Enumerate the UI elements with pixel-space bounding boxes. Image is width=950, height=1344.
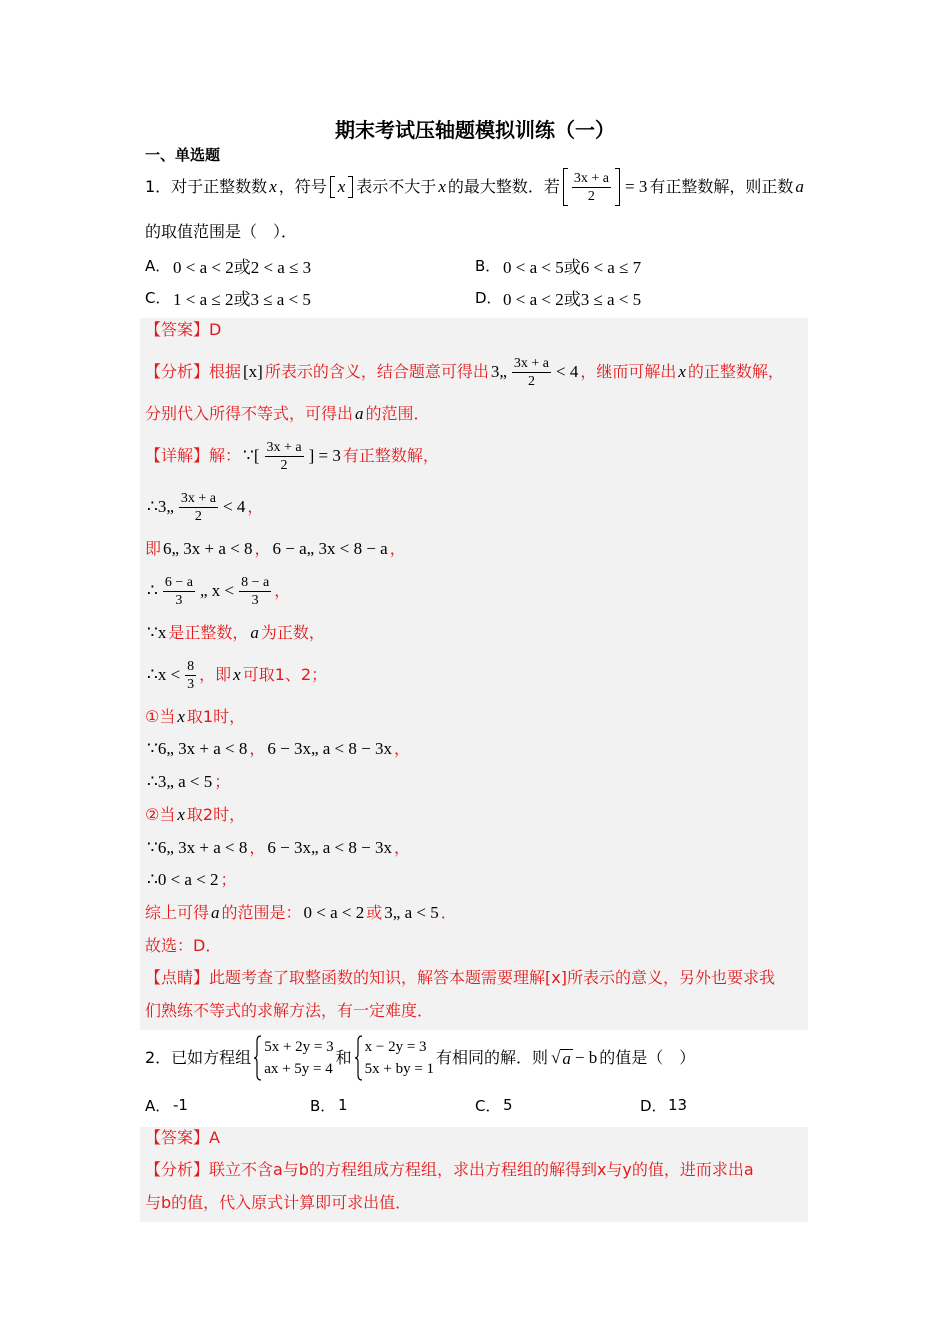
stem-text: 的值是（ ） xyxy=(599,1048,696,1067)
detail-line-2 xyxy=(145,487,263,527)
detail-line-10 xyxy=(145,805,245,825)
math-expression: ∵x xyxy=(147,623,167,642)
option-d xyxy=(640,1095,687,1115)
comment-line-1 xyxy=(145,968,775,988)
radicand: a xyxy=(562,1049,571,1068)
text-segment: ， xyxy=(393,838,410,857)
section-heading: 一、单选题 xyxy=(145,146,221,164)
detail-line-11 xyxy=(145,838,410,858)
fraction-numerator: 8 xyxy=(187,658,195,674)
fraction xyxy=(179,490,218,525)
math-expression: ∴3„ xyxy=(147,497,174,516)
variable: x xyxy=(269,177,277,196)
option-text: 0 < a < 5或6 < a ≤ 7 xyxy=(503,257,642,277)
detail-line-8 xyxy=(145,739,410,759)
fraction-numerator: 8 − a xyxy=(241,574,270,590)
text-segment: 综上可得 xyxy=(145,903,210,922)
math-expression: = 3 xyxy=(624,177,648,196)
equation: 5x + 2y = 3 xyxy=(264,1039,334,1055)
variable: x xyxy=(233,665,241,684)
math-expression: ∴0 < a < 2 xyxy=(147,870,219,889)
equation-rows xyxy=(264,1036,333,1080)
detail-line-7 xyxy=(145,707,245,727)
stem-text: 2．已如方程组 xyxy=(145,1048,252,1067)
text-segment: 【分析】联立不含a与b的方程组成方程组，求出方程组的解得到x与y的值，进而求出a xyxy=(145,1160,754,1179)
text-segment: ， xyxy=(249,739,266,758)
text-segment: 【详解】解： xyxy=(145,446,242,465)
text-segment: 所表示的含义，结合题意可得出 xyxy=(264,362,489,381)
text-segment: 取2时， xyxy=(186,805,246,824)
text-segment: 的正整数解， xyxy=(687,362,784,381)
option-text: 1 < a ≤ 2或3 ≤ a < 5 xyxy=(173,289,311,309)
fraction-denominator: 2 xyxy=(280,457,288,473)
equation-system-1 xyxy=(253,1035,333,1081)
math-expression: < 4 xyxy=(556,362,579,381)
option-label: A． xyxy=(145,1096,171,1115)
text-segment: 与b的值，代入原式计算即可求出值． xyxy=(145,1193,412,1212)
text-segment: 故选：D． xyxy=(145,936,222,955)
page-title: 期末考试压轴题模拟训练（一） xyxy=(335,118,615,142)
stem-text: 有正整数解，则正数 xyxy=(649,177,794,196)
stem-text: 的取值范围是（ ）． xyxy=(145,222,298,241)
text-segment: 们熟练不等式的求解方法，有一定难度． xyxy=(145,1001,434,1020)
option-a xyxy=(145,1095,188,1115)
fraction-denominator: 2 xyxy=(194,508,202,524)
answer-text: 【答案】A xyxy=(145,1128,220,1147)
fraction-denominator: 3 xyxy=(187,676,195,692)
fraction-numerator: 3x + a xyxy=(573,170,609,186)
option-text: 13 xyxy=(668,1096,688,1114)
text-segment: 即 xyxy=(145,539,162,558)
square-root xyxy=(551,1048,573,1068)
equation: 5x + by = 1 xyxy=(364,1061,435,1077)
detail-line-6 xyxy=(145,655,327,695)
detail-line-1 xyxy=(145,436,439,476)
math-expression: ∵[ xyxy=(243,446,260,465)
detail-line-4 xyxy=(145,571,290,611)
fraction xyxy=(265,439,304,474)
variable: x xyxy=(337,177,346,196)
text-segment: 的范围． xyxy=(365,404,430,423)
fraction-denominator: 2 xyxy=(527,373,535,389)
comment-line-2 xyxy=(145,1001,433,1021)
text-segment: ， xyxy=(393,739,410,758)
stem-text: 1．对于正整数数 xyxy=(145,177,268,196)
text-segment: ①当 xyxy=(145,707,176,726)
analysis-line-2 xyxy=(145,404,430,424)
option-text: -1 xyxy=(173,1096,188,1114)
text-segment: ， xyxy=(274,581,291,600)
text-segment: ． xyxy=(440,903,457,922)
floor-bracket-fraction xyxy=(563,168,620,206)
text-segment: ， xyxy=(389,539,406,558)
equation-rows xyxy=(365,1036,434,1080)
answer-line xyxy=(145,1128,220,1148)
text-segment: 【点睛】此题考查了取整函数的知识，解答本题需要理解[x]所表示的意义，另外也要求我 xyxy=(145,968,775,987)
text-segment: 取1时， xyxy=(186,707,246,726)
variable: x xyxy=(177,707,185,726)
question-1-stem-line-2 xyxy=(145,222,297,242)
fraction xyxy=(163,574,195,609)
text-segment: ，继而可解出 xyxy=(580,362,677,381)
fraction xyxy=(185,658,196,693)
option-text: 0 < a < 2或3 ≤ a < 5 xyxy=(503,289,642,309)
text-segment: ， xyxy=(247,497,264,516)
text-segment: 可取1、2； xyxy=(242,665,328,684)
analysis-line-1 xyxy=(145,1160,754,1180)
fraction-numerator: 6 − a xyxy=(164,574,193,590)
option-label: D． xyxy=(475,288,502,307)
math-expression: 6 − a„ 3x < 8 − a xyxy=(272,539,388,558)
floor-bracket xyxy=(330,176,354,198)
option-c xyxy=(475,1095,513,1115)
option-label: B． xyxy=(475,256,501,275)
option-b xyxy=(310,1095,348,1115)
variable: a xyxy=(355,404,364,423)
variable: a xyxy=(795,177,804,196)
option-c xyxy=(145,287,311,307)
option-label: A． xyxy=(145,256,171,275)
option-label: B． xyxy=(310,1096,336,1115)
text-segment: 的范围是： xyxy=(221,903,302,922)
math-expression: ∴ xyxy=(147,581,158,600)
math-expression: [x] xyxy=(243,362,263,381)
text-segment: ； xyxy=(214,772,231,791)
option-label: D． xyxy=(640,1096,667,1115)
equation: x − 2y = 3 xyxy=(364,1039,427,1055)
option-d xyxy=(475,287,641,307)
math-expression: 0 < a < 2 xyxy=(303,903,365,922)
left-brace-icon xyxy=(354,1035,363,1081)
text-segment: 分别代入所得不等式，可得出 xyxy=(145,404,354,423)
variable: a xyxy=(250,623,259,642)
option-label: C． xyxy=(145,288,171,307)
math-expression: ] = 3 xyxy=(308,446,341,465)
equation: ax + 5y = 4 xyxy=(264,1061,333,1077)
fraction-denominator: 3 xyxy=(251,592,259,608)
math-expression: 6 − 3x„ a < 8 − 3x xyxy=(267,838,392,857)
stem-text: 表示不大于 xyxy=(356,177,437,196)
math-expression: ∵6„ 3x + a < 8 xyxy=(147,838,248,857)
detail-line-12 xyxy=(145,870,237,890)
radical-sign: √ xyxy=(551,1048,561,1067)
analysis-line-2 xyxy=(145,1193,411,1213)
option-label: C． xyxy=(475,1096,501,1115)
math-expression: „ x < xyxy=(199,581,235,600)
text-segment: 是正整数， xyxy=(168,623,249,642)
fraction xyxy=(572,170,611,205)
fraction xyxy=(239,574,271,609)
math-expression: ∴3„ a < 5 xyxy=(147,772,213,791)
math-expression: < 4 xyxy=(222,497,246,516)
text-segment: 【分析】根据 xyxy=(145,362,242,381)
choice-line xyxy=(145,936,221,956)
variable: x xyxy=(177,805,185,824)
option-text: 0 < a < 2或2 < a ≤ 3 xyxy=(173,257,312,277)
fraction xyxy=(512,355,551,390)
text-segment: ； xyxy=(220,870,237,889)
variable: x xyxy=(438,177,446,196)
option-a xyxy=(145,255,311,275)
answer-text: 【答案】D xyxy=(145,320,222,339)
stem-text: ，符号 xyxy=(278,177,327,196)
option-text: 5 xyxy=(503,1096,513,1114)
math-expression: ∵6„ 3x + a < 8 xyxy=(147,739,248,758)
math-expression: 6„ 3x + a < 8 xyxy=(163,539,253,558)
question-1-stem-line-1 xyxy=(145,167,806,207)
fraction-numerator: 3x + a xyxy=(180,490,216,506)
answer-line xyxy=(145,320,221,340)
math-expression: − b xyxy=(574,1048,598,1067)
fraction-denominator: 2 xyxy=(587,188,595,204)
left-brace-icon xyxy=(253,1035,262,1081)
text-segment: ， xyxy=(254,539,271,558)
detail-line-3 xyxy=(145,539,406,559)
analysis-line-1 xyxy=(145,352,784,392)
math-expression: 3„ a < 5 xyxy=(384,903,439,922)
text-segment: 或 xyxy=(366,903,383,922)
math-expression: 3„ xyxy=(490,362,507,381)
text-segment: ， xyxy=(249,838,266,857)
option-text: 1 xyxy=(338,1096,348,1114)
option-b xyxy=(475,255,641,275)
text-segment: ，即 xyxy=(199,665,232,684)
detail-line-9 xyxy=(145,772,230,792)
stem-text: 的最大整数．若 xyxy=(447,177,560,196)
fraction-numerator: 3x + a xyxy=(266,439,302,455)
math-expression: 6 − 3x„ a < 8 − 3x xyxy=(267,739,392,758)
stem-text: 和 xyxy=(335,1048,352,1067)
fraction-numerator: 3x + a xyxy=(513,355,550,371)
stem-text: 有相同的解．则 xyxy=(436,1048,549,1067)
text-segment: 为正数， xyxy=(260,623,325,642)
text-segment: 有正整数解， xyxy=(342,446,439,465)
fraction-denominator: 3 xyxy=(175,592,183,608)
text-segment: ②当 xyxy=(145,805,176,824)
detail-line-13 xyxy=(145,903,457,923)
math-expression: ∴x < xyxy=(147,665,181,684)
variable: a xyxy=(211,903,220,922)
question-2-stem xyxy=(145,1033,695,1083)
variable: x xyxy=(678,362,686,381)
equation-system-2 xyxy=(354,1035,434,1081)
detail-line-5 xyxy=(145,623,325,643)
